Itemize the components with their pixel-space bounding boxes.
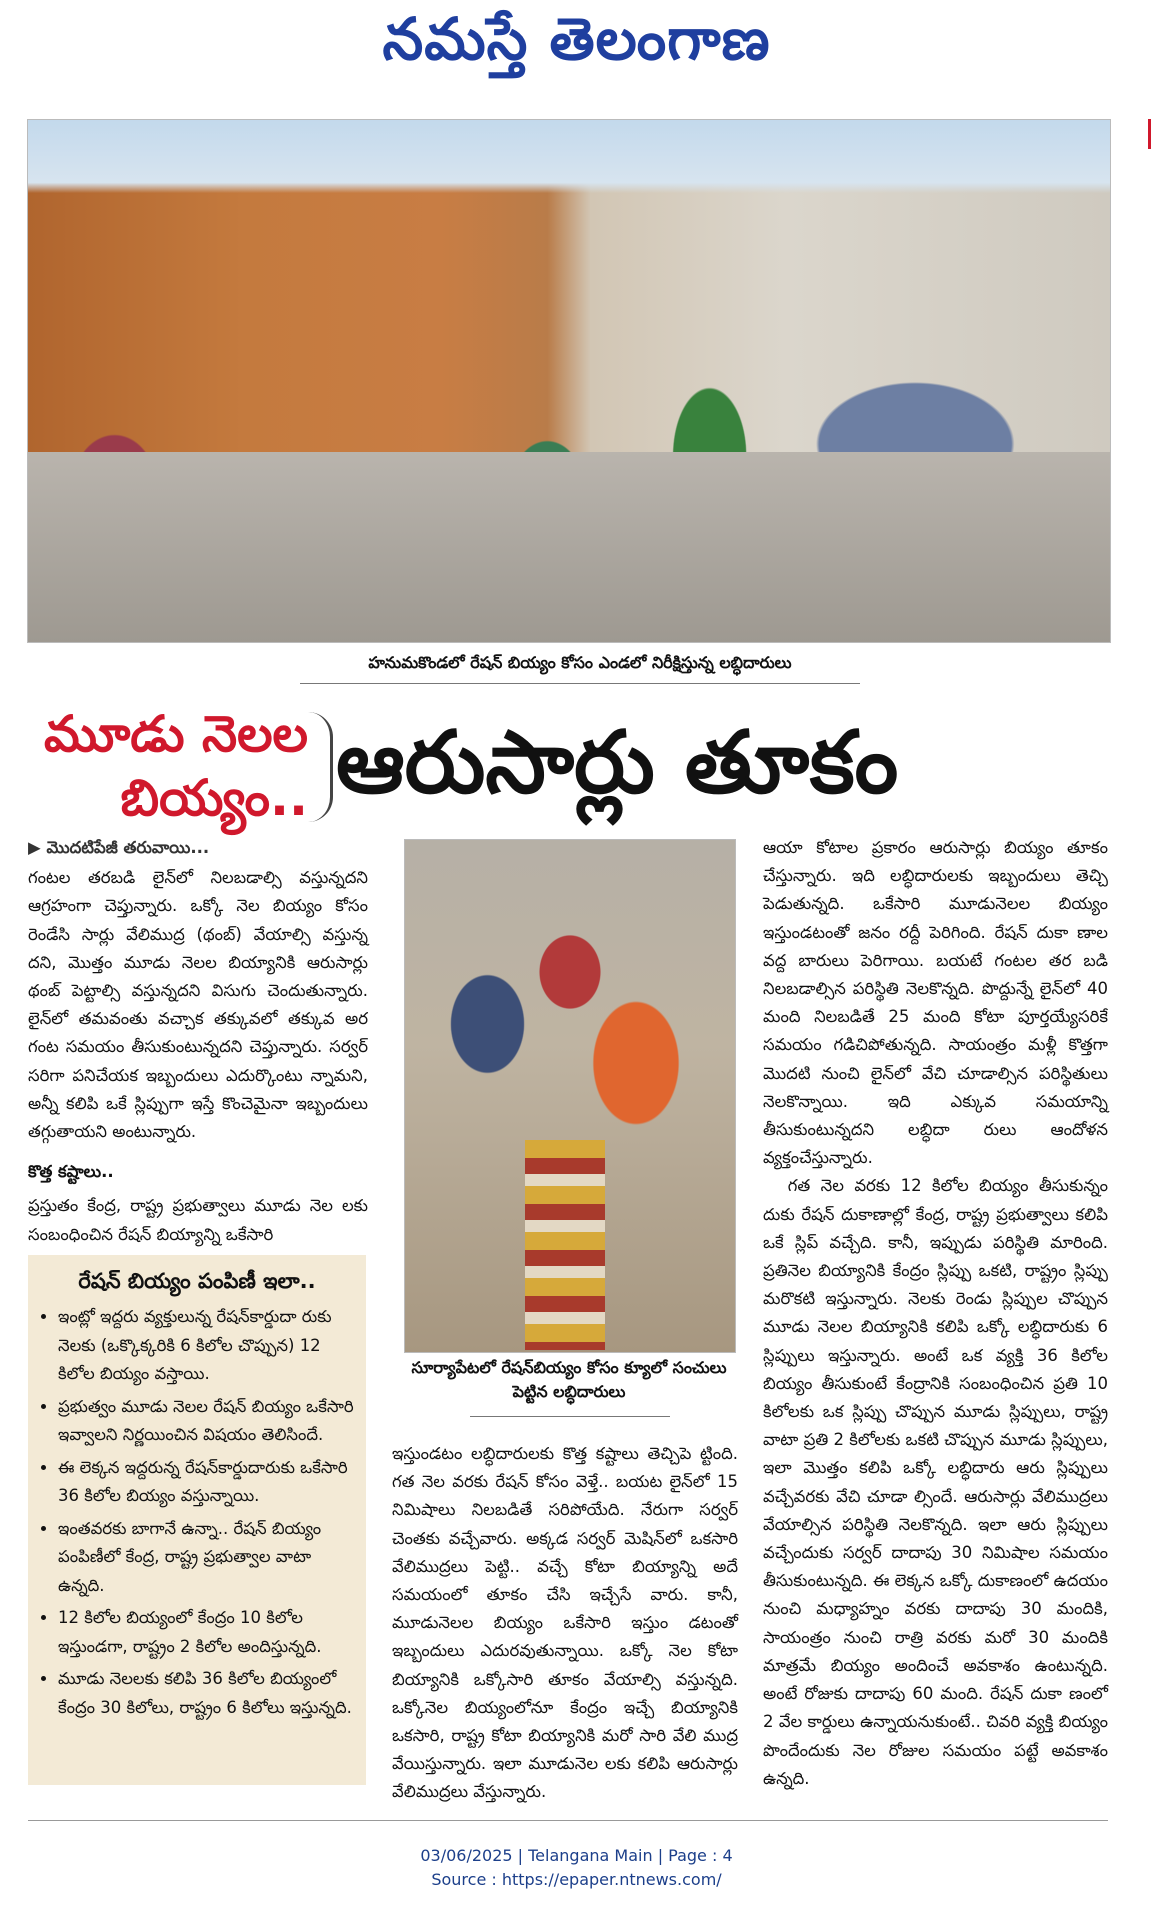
kicker-line-2: బియ్యం.. bbox=[120, 769, 308, 827]
article-column-2 bbox=[392, 1440, 738, 1807]
newspaper-masthead bbox=[0, 0, 1153, 92]
photo-road bbox=[28, 452, 1110, 642]
secondary-photo-caption: సూర్యాపేటలో రేషన్‌బియ్యం కోసం క్యూలో సంచులు పెట్టిన లబ్ధిదారులు bbox=[411, 1358, 727, 1401]
article-column-1 bbox=[28, 834, 368, 1249]
info-box-item: • ఇంతవరకు బాగానే ఉన్నా.. రేషన్ బియ్యం పంపిణీలో కేంద్ర, రాష్ట్ర ప్రభుత్వాల వాటా ఉన్నది. bbox=[58, 1515, 354, 1601]
col1-paragraph-1: గంటల తరబడి లైన్‌లో నిలబడాల్సి వస్తున్నదని ఆగ్రహంగా చెప్తున్నారు. ఒక్కో నెల బియ్యం కోసం రెండేసి సార్లు వేలిముద్ర (థంబ్) వేయాల్సి వస్తున్న దని, మొత్తం మూడు నెలల బియ్యానికి ఆరుసార్లు థంబ్ పెట్టాల్సి వస్తున్నదని విసుగు చెందుతున్నారు. లైన్‌లో తమవంతు వచ్చాక తక్కువలో తక్కువ అర గంట సమయం తీసుకుంటున్నదని చెప్తున్నారు. సర్వర్ సరిగా పనిచేయక ఇబ్బందులు ఎదుర్కొంటు న్నామని, అన్నీ కలిపి ఒకే స్లిప్పుగా ఇస్తే కొంచెమైనా ఇబ్బందులు తగ్గుతాయని అంటున్నారు. bbox=[28, 868, 368, 1142]
footer-edition-info: 03/06/2025 | Telangana Main | Page : 4 bbox=[420, 1846, 733, 1865]
continued-from-text: మొదటిపేజీ తరువాయి... bbox=[46, 838, 210, 857]
col1-subheading: కొత్త కష్టాలు.. bbox=[28, 1162, 114, 1182]
info-box-item: • ఇంట్లో ఇద్దరు వ్యక్తులున్న రేషన్‌కార్డుదా రుకు నెలకు (ఒక్కొక్కరికి 6 కిలోల చొప్పున) 12 కిలోల బియ్యం వస్తాయి. bbox=[58, 1303, 354, 1389]
col3-paragraph-2: గత నెల వరకు 12 కిలోల బియ్యం తీసుకున్నం దుకు రేషన్ దుకాణాల్లో కేంద్ర, రాష్ట్ర ప్రభుత్వాలు కలిపి ఒకే స్లిప్ వచ్చేది. కానీ, ఇప్పుడు పరిస్థితి మారింది. ప్రతినెల బియ్యానికి కేంద్రం స్లిప్పు ఒకటి, రాష్ట్రం స్లిప్పు మరొకటి ఇస్తున్నారు. నెలకు రెండు స్లిప్పుల చొప్పున మూడు నెలల బియ్యానికి కలిపి ఒక్కో లబ్ధిదారుకు 6 స్లిప్పులు ఇస్తున్నారు. అంటే ఒక వ్యక్తి 36 కిలోల బియ్యం తీసుకుంటే కేంద్రానికి సంబంధించిన ప్రతి 10 కిలోలకు ఒక స్లిప్పు చొప్పున మూడు స్లిప్పులు, రాష్ట్ర వాటా ప్రతి 2 కిలోలకు ఒకటి చొప్పున మూడు స్లిప్పులు, ఇలా మొత్తం కలిపి ఒక్కో లబ్ధిదారు ఆరు స్లిప్పులు వచ్చేవరకు వేచి చూడా ల్సిందే. ఆరుసార్లు వేలిముద్రలు వేయాల్సిన పరిస్థితి నెలకొన్నది. ఇలా ఆరు స్లిప్పులు వచ్చేందుకు సర్వర్ దాదాపు 30 నిమిషాల సమయం తీసుకుంటున్నది. ఈ లెక్కన ఒక్కో దుకాణంలో ఉదయం నుంచి మధ్యాహ్నం వరకు దాదాపు 30 మందికి, సాయంత్రం నుంచి రాత్రి వరకు మరో 30 మందికి మాత్రమే బియ్యం అందించే అవకాశం ఉంటున్నది. అంటే రోజుకు దాదాపు 60 మంది. రేషన్ దుకా ణంలో 2 వేల కార్డులు ఉన్నాయనుకుంటే.. చివరి వ్యక్తి బియ్యం పొందేందుకు నెల రోజుల సమయం పట్టే అవకాశం ఉన్నది. bbox=[763, 1176, 1109, 1788]
main-photo-caption: హనుమకొండలో రేషన్ బియ్యం కోసం ఎండలో నిరీక్షిస్తున్న లబ్ధిదారులు bbox=[368, 653, 792, 672]
col1-paragraph-2: ప్రస్తుతం కేంద్ర, రాష్ట్ర ప్రభుత్వాలు మూడు నెల లకు సంబంధించిన రేషన్ బియ్యాన్ని ఒకేసారి bbox=[28, 1196, 368, 1244]
info-box-item: • ప్రభుత్వం మూడు నెలల రేషన్ బియ్యం ఒకేసారి ఇవ్వాలని నిర్ణయించిన విషయం తెలిసిందే. bbox=[58, 1393, 354, 1450]
info-box-item: • 12 కిలోల బియ్యంలో కేంద్రం 10 కిలోల ఇస్తుండగా, రాష్ట్రం 2 కిలోల అందిస్తున్నది. bbox=[58, 1604, 354, 1661]
footer-divider bbox=[28, 1820, 1108, 1821]
article-column-3 bbox=[763, 834, 1108, 1793]
footer-source-link[interactable]: Source : https://epaper.ntnews.com/ bbox=[431, 1870, 722, 1889]
main-headline: ఆరుసార్లు తూకం bbox=[336, 713, 899, 813]
info-box-item: • మూడు నెలలకు కలిపి 36 కిలోల బియ్యంలో కేంద్రం 30 కిలోలు, రాష్ట్రం 6 కిలోలు ఇస్తున్నది. bbox=[58, 1665, 354, 1722]
info-box-list bbox=[40, 1303, 354, 1722]
info-box-item: • ఈ లెక్కన ఇద్దరున్న రేషన్‌కార్డుదారుకు ఒకేసారి 36 కిలోల బియ్యం వస్తున్నాయి. bbox=[58, 1454, 354, 1511]
info-box bbox=[28, 1255, 366, 1785]
photo-rice-bags bbox=[525, 1140, 605, 1350]
masthead-title: నమస్తే తెలంగాణ bbox=[382, 4, 771, 73]
secondary-news-photo bbox=[404, 839, 736, 1353]
caption-underline bbox=[470, 1416, 670, 1417]
headline-brace bbox=[308, 712, 333, 822]
page-edge-marker bbox=[1148, 119, 1151, 149]
headline-kicker bbox=[28, 702, 308, 830]
continued-from-label: ▶ మొదటిపేజీ తరువాయి... bbox=[28, 838, 210, 857]
caption-underline bbox=[300, 683, 860, 684]
col3-paragraph-1: ఆయా కోటాల ప్రకారం ఆరుసార్లు బియ్యం తూకం చేస్తున్నారు. ఇది లబ్ధిదారులకు ఇబ్బందులు తెచ్చి పెడుతున్నది. ఒకేసారి మూడునెలల బియ్యం ఇస్తుండటంతో జనం రద్దీ పెరిగింది. రేషన్ దుకా ణాల వద్ద బారులు పెరిగాయి. బయటే గంటల తర బడి నిలబడాల్సిన పరిస్థితి నెలకొన్నది. పొద్దున్నే లైన్‌లో 40 మంది నిలబడితే 25 మంది కోటా పూర్తయ్యేసరికే సమయం గడిచిపోతున్నది. సాయంత్రం మళ్లీ కొత్తగా మొదటి నుంచి లైన్‌లో వేచి చూడాల్సిన పరిస్థితులు నెలకొన్నాయి. ఇది ఎక్కువ సమయాన్ని తీసుకుంటున్నదని లబ్ధిదా రులు ఆందోళన వ్యక్తంచేస్తున్నారు. bbox=[763, 838, 1108, 1168]
col2-paragraph-1: ఇస్తుండటం లబ్ధిదారులకు కొత్త కష్టాలు తెచ్చిపె ట్టింది. గత నెల వరకు రేషన్ కోసం వెళ్తే.. బయట లైన్‌లో 15 నిమిషాలు నిలబడితే సరిపోయేది. నేరుగా సర్వర్ చెంతకు వచ్చేవారు. అక్కడ సర్వర్ మెషిన్‌లో ఒకసారి వేలిముద్రలు పెట్టి.. వచ్చే కోటా బియ్యాన్ని అదే సమయంలో తూకం చేసి ఇచ్చేసే వారు. కానీ, మూడునెలల బియ్యం ఒకేసారి ఇస్తుం డటంతో ఇబ్బందులు ఎదురవుతున్నాయి. ఒక్కో నెల కోటా బియ్యానికి ఒక్కోసారి తూకం వేయాల్సి వస్తున్నది. ఒక్కోనెల బియ్యంలోనూ కేంద్రం ఇచ్చే బియ్యానికి ఒకసారి, రాష్ట్ర కోటా బియ్యానికి మరో సారి వేలి ముద్ర వేయిస్తున్నారు. ఇలా మూడునెల లకు కలిపి ఆరుసార్లు వేలిముద్రలు వేస్తున్నారు. bbox=[392, 1444, 738, 1802]
main-news-photo bbox=[27, 119, 1111, 643]
info-box-title: రేషన్ బియ్యం పంపిణీ ఇలా.. bbox=[78, 1269, 316, 1293]
kicker-line-1: మూడు నెలల bbox=[43, 705, 308, 763]
